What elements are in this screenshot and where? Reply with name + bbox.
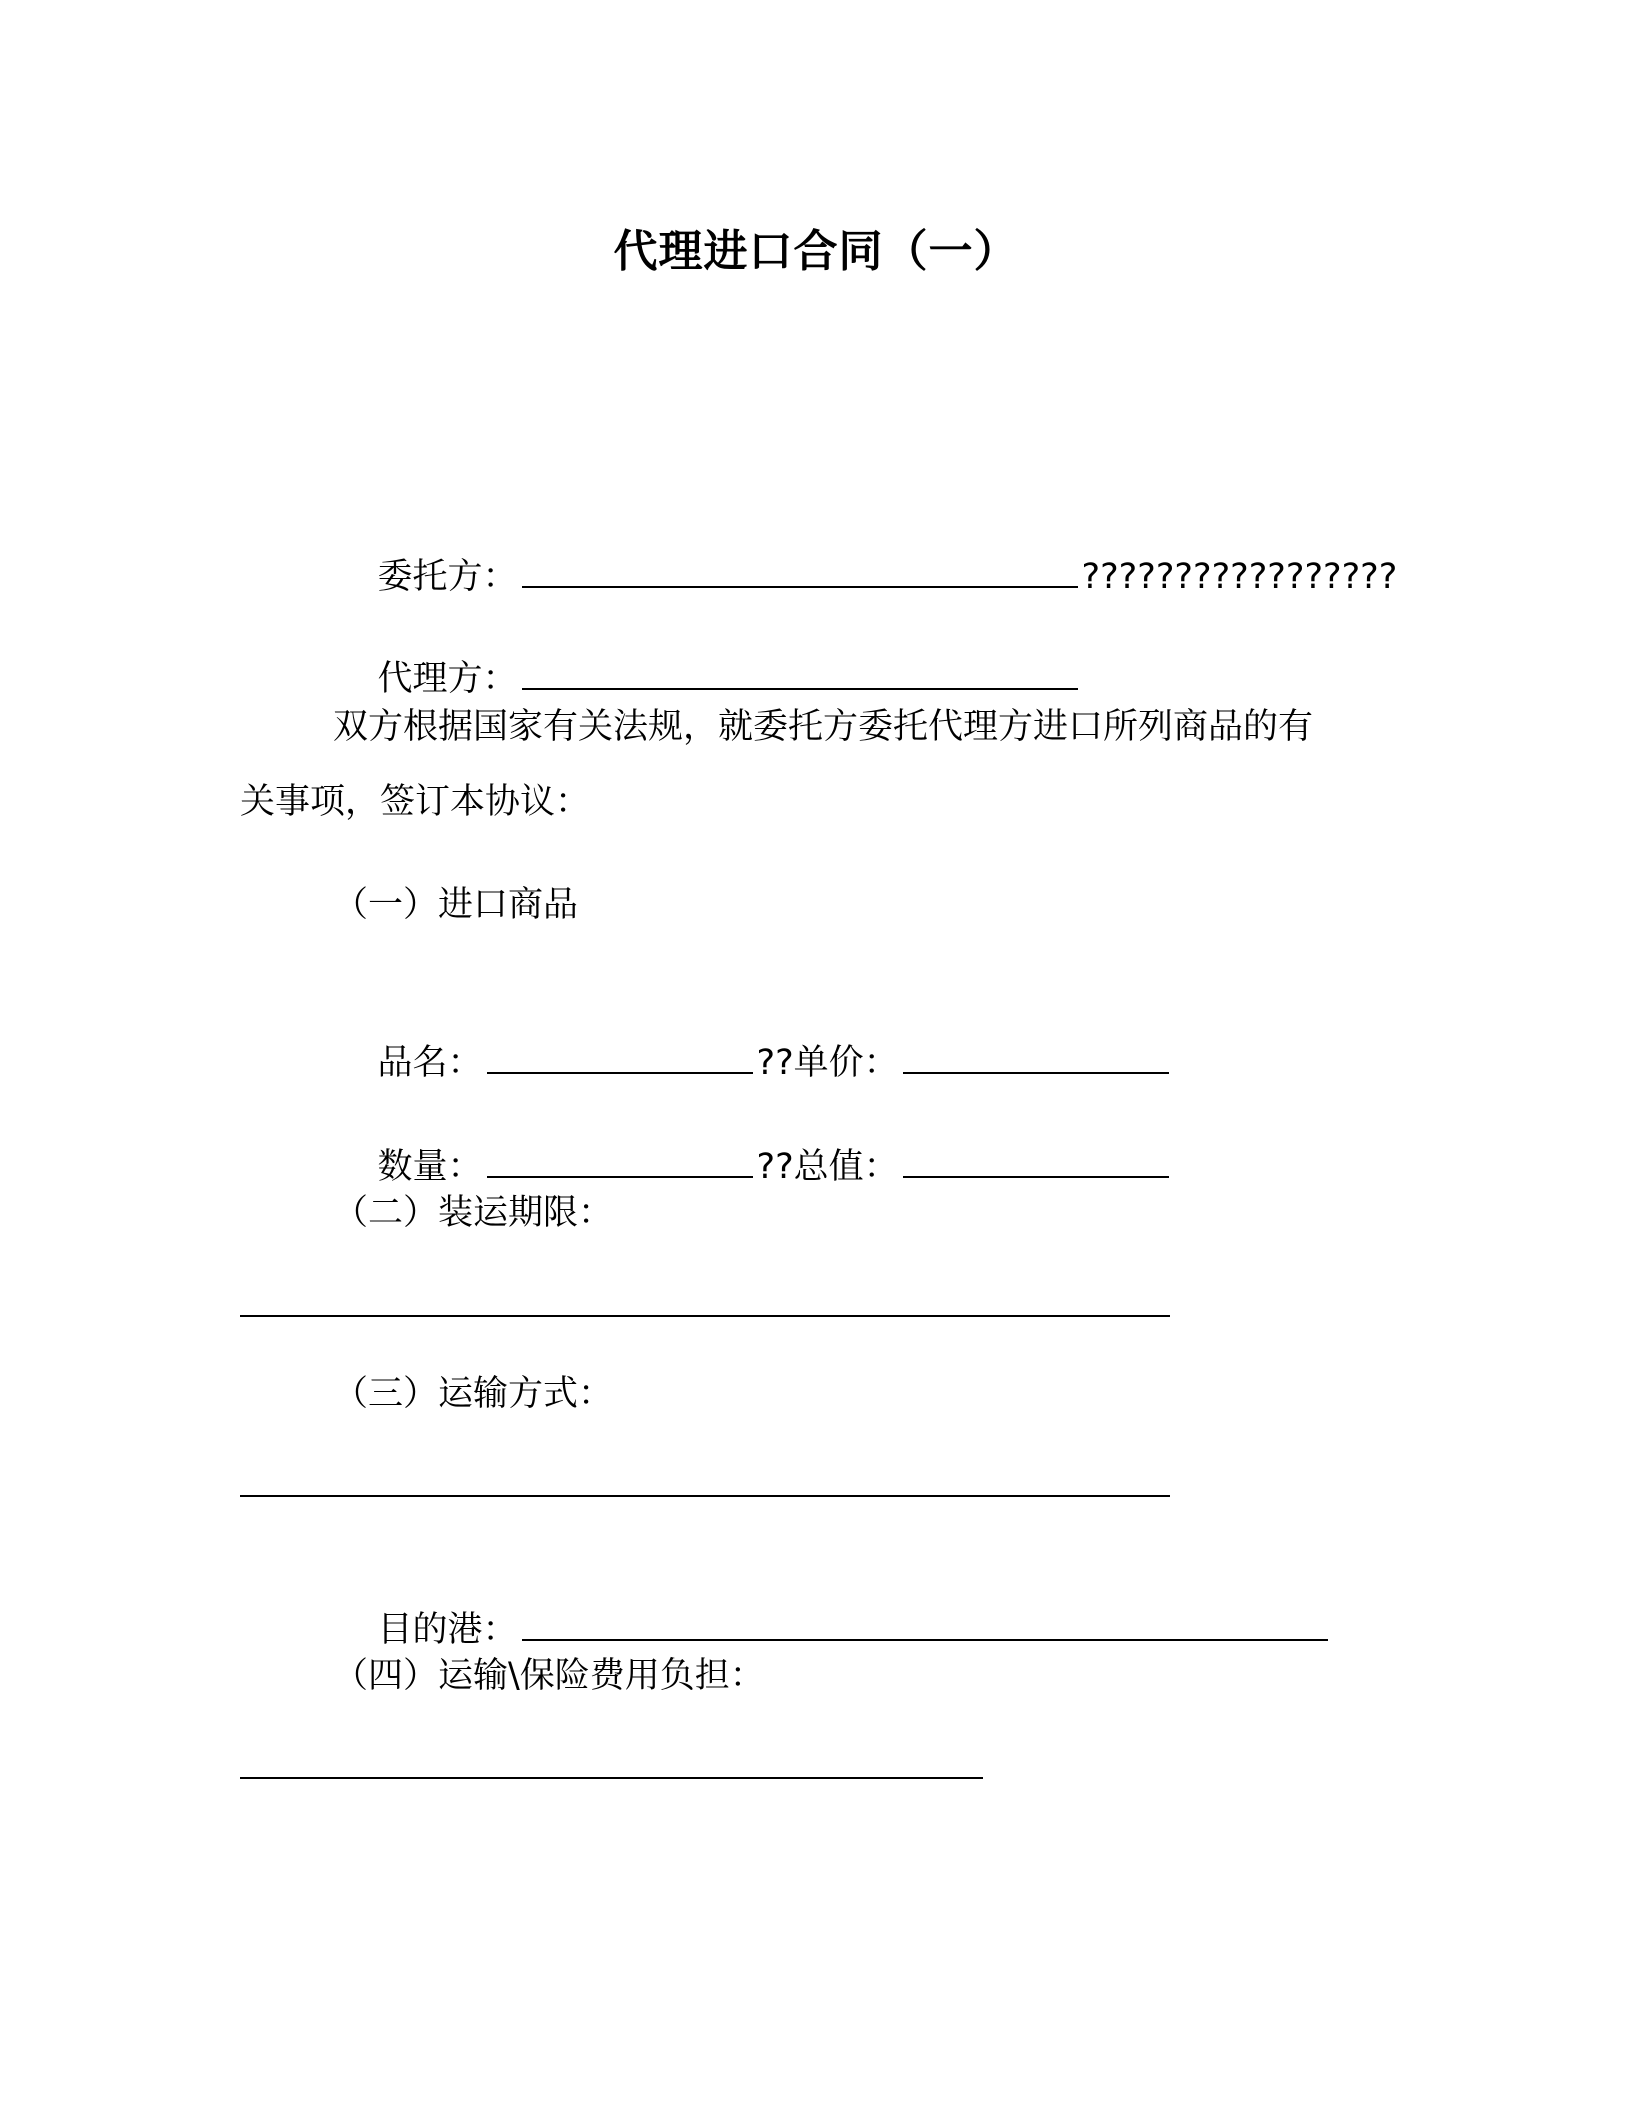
document-title: 代理进口合同（一） (613, 226, 1019, 277)
unit-price-blank[interactable] (903, 1036, 1169, 1074)
section-4-heading: （四）运输\保险费用负担： (333, 1656, 765, 1696)
product-name-blank[interactable] (487, 1036, 753, 1074)
agent-blank[interactable] (522, 652, 1078, 690)
section-1-heading: （一）进口商品 (333, 885, 579, 925)
intro-line-2: 关事项，签订本协议： (240, 782, 591, 822)
quantity-label: 数量： (377, 1147, 483, 1187)
client-suffix: ????????????????? (1081, 557, 1398, 597)
total-value-blank[interactable] (903, 1140, 1169, 1178)
destination-blank[interactable] (522, 1603, 1328, 1641)
cost-bearing-blank[interactable] (240, 1777, 983, 1779)
product-name-label: 品名： (377, 1043, 483, 1083)
section-2-heading: （二）装运期限： (333, 1193, 614, 1233)
total-value-label: ??总值： (756, 1147, 899, 1187)
quantity-blank[interactable] (487, 1140, 753, 1178)
intro-line-1: 双方根据国家有关法规，就委托方委托代理方进口所列商品的有 (333, 707, 1314, 747)
destination-label: 目的港： (377, 1610, 518, 1650)
agent-label: 代理方： (377, 659, 518, 699)
section-3-heading: （三）运输方式： (333, 1374, 614, 1414)
shipment-period-blank[interactable] (240, 1315, 1170, 1317)
client-blank[interactable] (522, 550, 1078, 588)
client-label: 委托方： (377, 557, 518, 597)
unit-price-label: ??单价： (756, 1043, 899, 1083)
transport-method-blank[interactable] (240, 1495, 1170, 1497)
